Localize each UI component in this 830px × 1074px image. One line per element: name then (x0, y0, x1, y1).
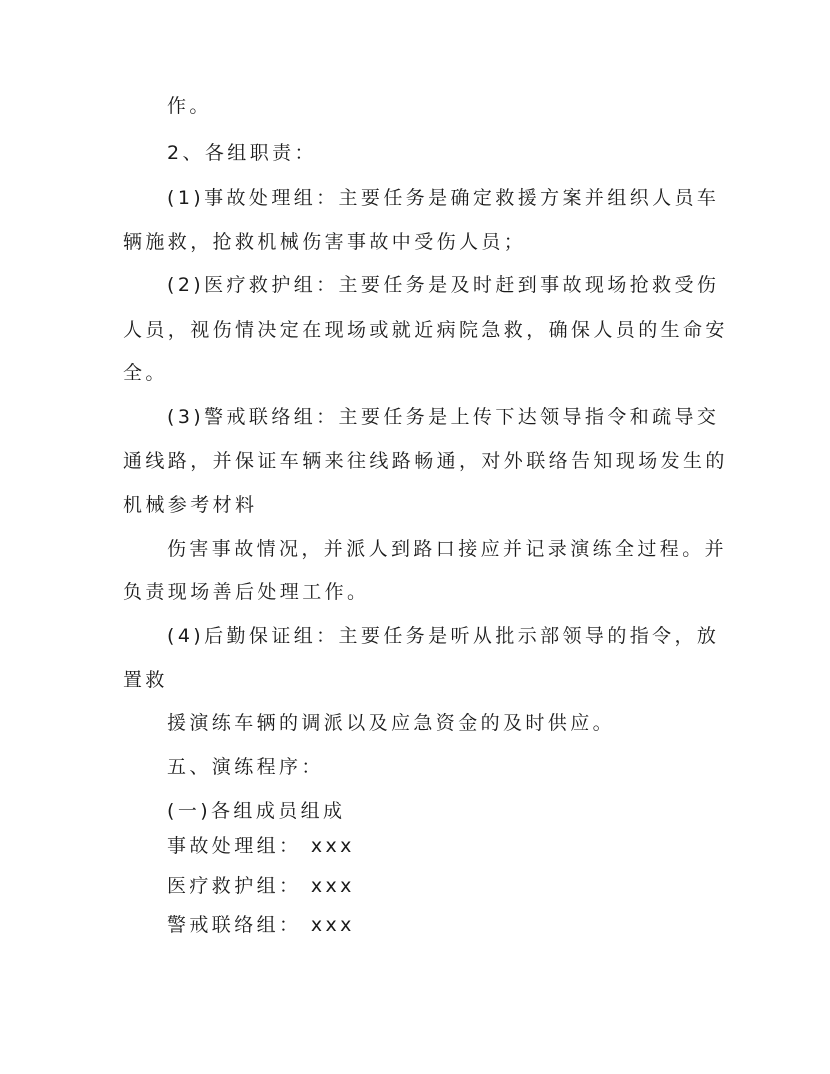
text-line: 作。 (167, 95, 212, 117)
text-line: 医疗救护组： xxx (167, 875, 355, 897)
text-line: 全。 (123, 362, 168, 384)
text-line: (一)各组成员组成 (167, 800, 346, 822)
text-line: (2)医疗救护组：主要任务是及时赶到事故现场抢救受伤 (167, 274, 720, 296)
text-line: 通线路，并保证车辆来往线路畅通，对外联络告知现场发生的 (123, 450, 728, 472)
text-line: 机械参考材料 (123, 494, 258, 516)
text-line: 援演练车辆的调派以及应急资金的及时供应。 (167, 712, 616, 734)
text-line: (4)后勤保证组：主要任务是听从批示部领导的指令，放 (167, 625, 720, 647)
text-line: 辆施救，抢救机械伤害事故中受伤人员； (123, 231, 527, 253)
text-line: 五、演练程序： (167, 756, 324, 778)
text-line: 伤害事故情况，并派人到路口接应并记录演练全过程。并 (167, 538, 728, 560)
text-line: 事故处理组： xxx (167, 835, 355, 857)
text-line: 负责现场善后处理工作。 (123, 581, 370, 603)
text-line: 警戒联络组： xxx (167, 914, 355, 936)
text-line: 人员，视伤情决定在现场或就近病院急救，确保人员的生命安 (123, 319, 728, 341)
text-line: 2、各组职责： (167, 142, 317, 164)
text-line: (1)事故处理组：主要任务是确定救援方案并组织人员车 (167, 187, 720, 209)
text-line: 置救 (123, 669, 168, 691)
text-line: (3)警戒联络组：主要任务是上传下达领导指令和疏导交 (167, 406, 720, 428)
